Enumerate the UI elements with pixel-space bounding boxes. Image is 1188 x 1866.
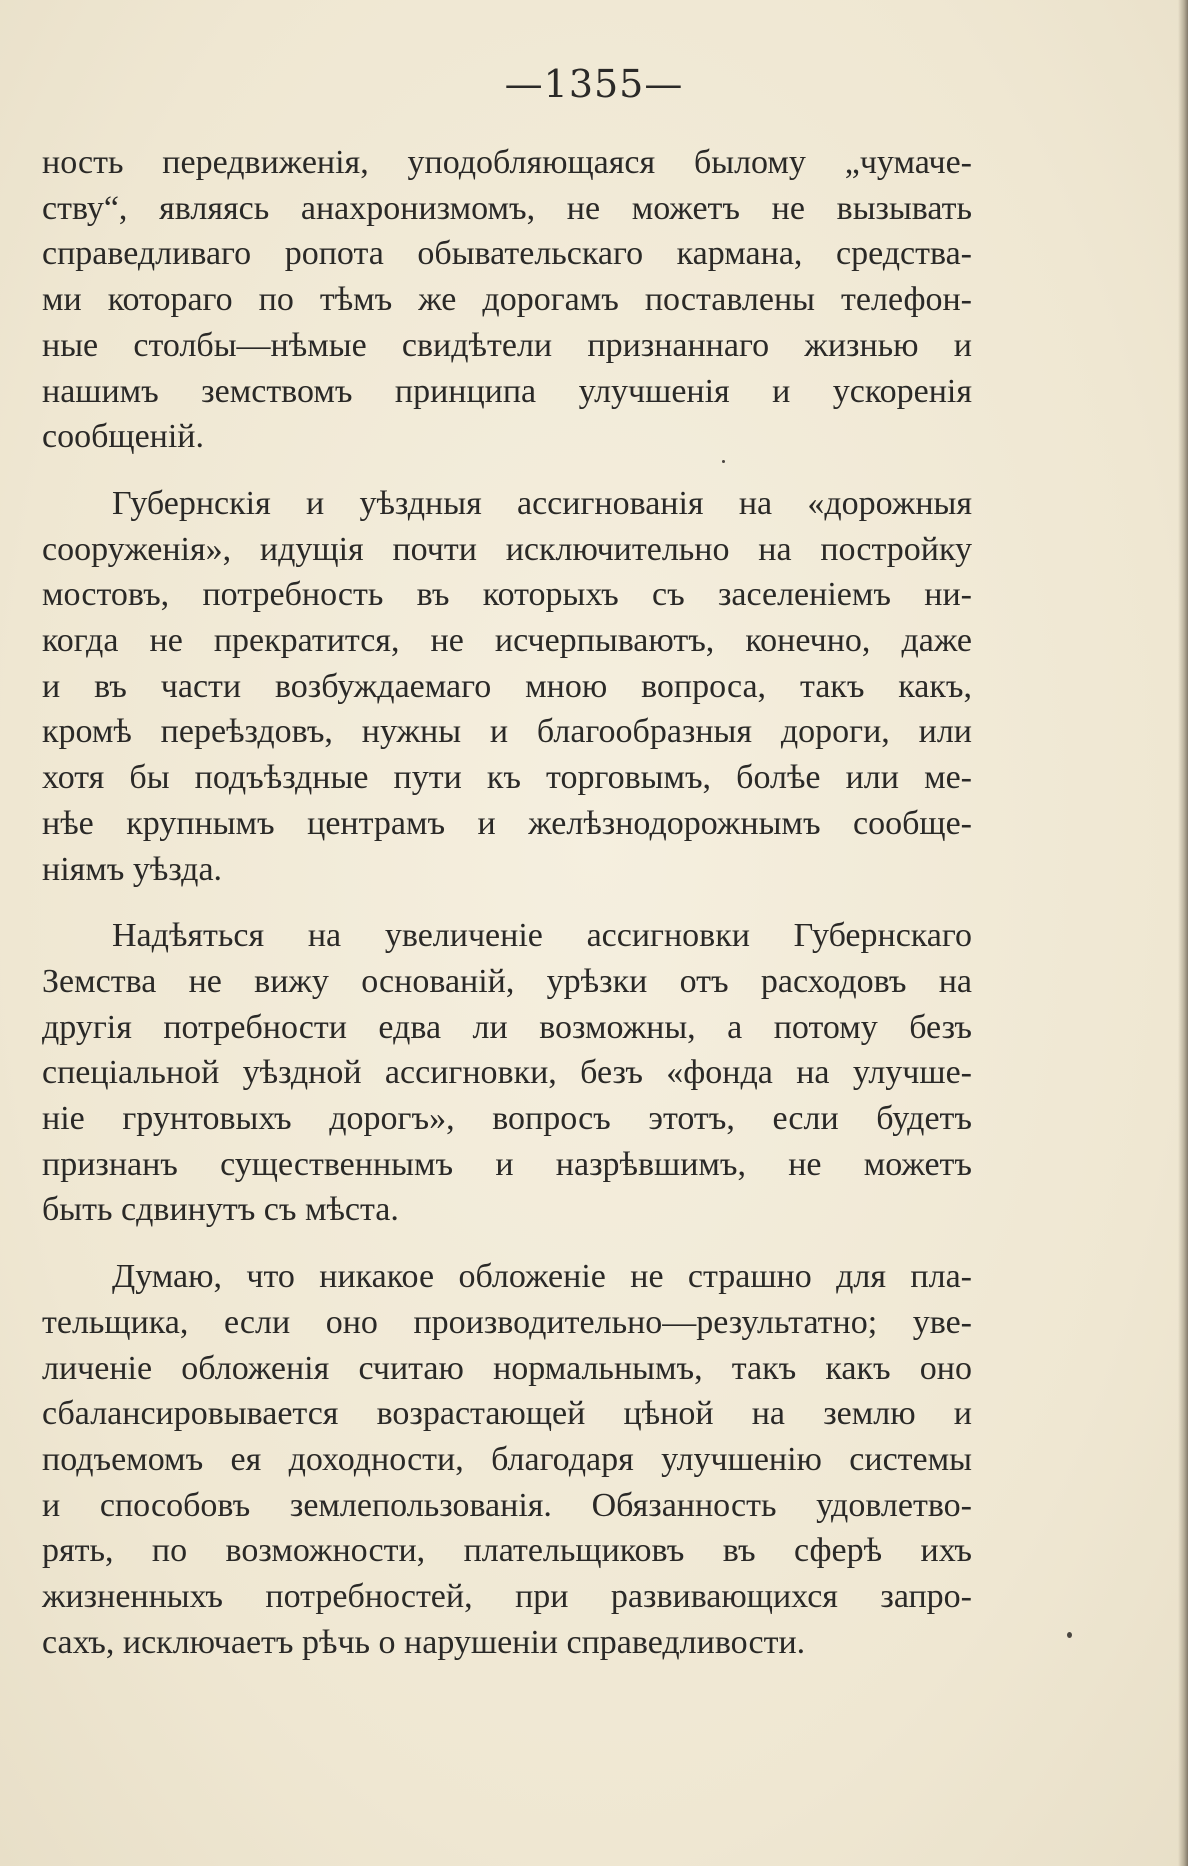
text-line: нашимъ земствомъ принципа улучшенія и ускоренія [42, 372, 972, 410]
paragraph-1 [42, 140, 972, 460]
text-line: ность передвиженія, уподобляющаяся былому „чумаче- [42, 144, 972, 181]
text-line: ству“, являясь анахронизмомъ, не можетъ не вызывать [42, 189, 972, 227]
text-line: личеніе обложенія считаю нормальнымъ, такъ какъ оно [42, 1349, 972, 1387]
text-line: Надѣяться на увеличеніе ассигновки Губернскаго [112, 917, 972, 955]
text-line: признанъ существеннымъ и назрѣвшимъ, не можетъ [42, 1145, 972, 1183]
text-line: тельщика, если оно производительно—результатно; уве- [42, 1303, 972, 1341]
text-line: сооруженія», идущія почти исключительно на постройку [42, 530, 972, 568]
page-number: —1355— [504, 62, 684, 106]
text-line: жизненныхъ потребностей, при развивающихся запро- [42, 1578, 972, 1616]
paragraph-4 [42, 1254, 972, 1665]
text-line: Земства не вижу основаній, урѣзки отъ расходовъ на [42, 962, 972, 1000]
text-line: сообщеній. [42, 418, 204, 456]
text-line: ми котораго по тѣмъ же дорогамъ поставлены телефон- [42, 281, 972, 319]
text-line: кромѣ переѣздовъ, нужны и благообразныя дороги, или [42, 713, 972, 751]
text-line: быть сдвинутъ съ мѣста. [42, 1191, 399, 1229]
body-text [42, 140, 972, 1687]
text-line: Думаю, что никакое обложеніе не страшно для пла- [112, 1258, 972, 1296]
text-line: другія потребности едва ли возможны, а потому безъ [42, 1008, 972, 1046]
text-line: справедливаго ропота обывательскаго кармана, средства- [42, 235, 972, 273]
text-line: ніямъ уѣзда. [42, 850, 223, 888]
text-line: Губернскія и уѣздныя ассигнованія на «дорожныя [112, 484, 972, 522]
page-edge-shadow [1178, 0, 1188, 1866]
text-line: подъемомъ ея доходности, благодаря улучшенію системы [42, 1440, 972, 1478]
text-line: нѣе крупнымъ центрамъ и желѣзнодорожнымъ сообще- [42, 804, 972, 842]
text-line: рять, по возможности, плательщиковъ въ сферѣ ихъ [42, 1532, 972, 1570]
text-line: хотя бы подъѣздные пути къ торговымъ, болѣе или ме- [42, 759, 972, 797]
paragraph-3 [42, 913, 972, 1233]
paragraph-2 [42, 481, 972, 892]
text-line: ные столбы—нѣмые свидѣтели признаннаго жизнью и [42, 326, 972, 364]
ink-speck [722, 460, 725, 463]
text-line: мостовъ, потребность въ которыхъ съ заселеніемъ ни- [42, 576, 972, 614]
text-line: сахъ, исключаетъ рѣчь о нарушеніи справедливости. [42, 1623, 806, 1661]
text-line: и способовъ землепользованія. Обязанность удовлетво- [42, 1486, 972, 1524]
text-line: когда не прекратится, не исчерпываютъ, конечно, даже [42, 622, 972, 660]
text-line: и въ части возбуждаемаго мною вопроса, такъ какъ, [42, 667, 972, 705]
ink-speck [1067, 1632, 1072, 1638]
text-line: сбалансировывается возрастающей цѣной на землю и [42, 1395, 972, 1433]
text-line: ніе грунтовыхъ дорогъ», вопросъ этотъ, если будетъ [42, 1100, 972, 1138]
text-line: спеціальной уѣздной ассигновки, безъ «фонда на улучше- [42, 1054, 972, 1092]
